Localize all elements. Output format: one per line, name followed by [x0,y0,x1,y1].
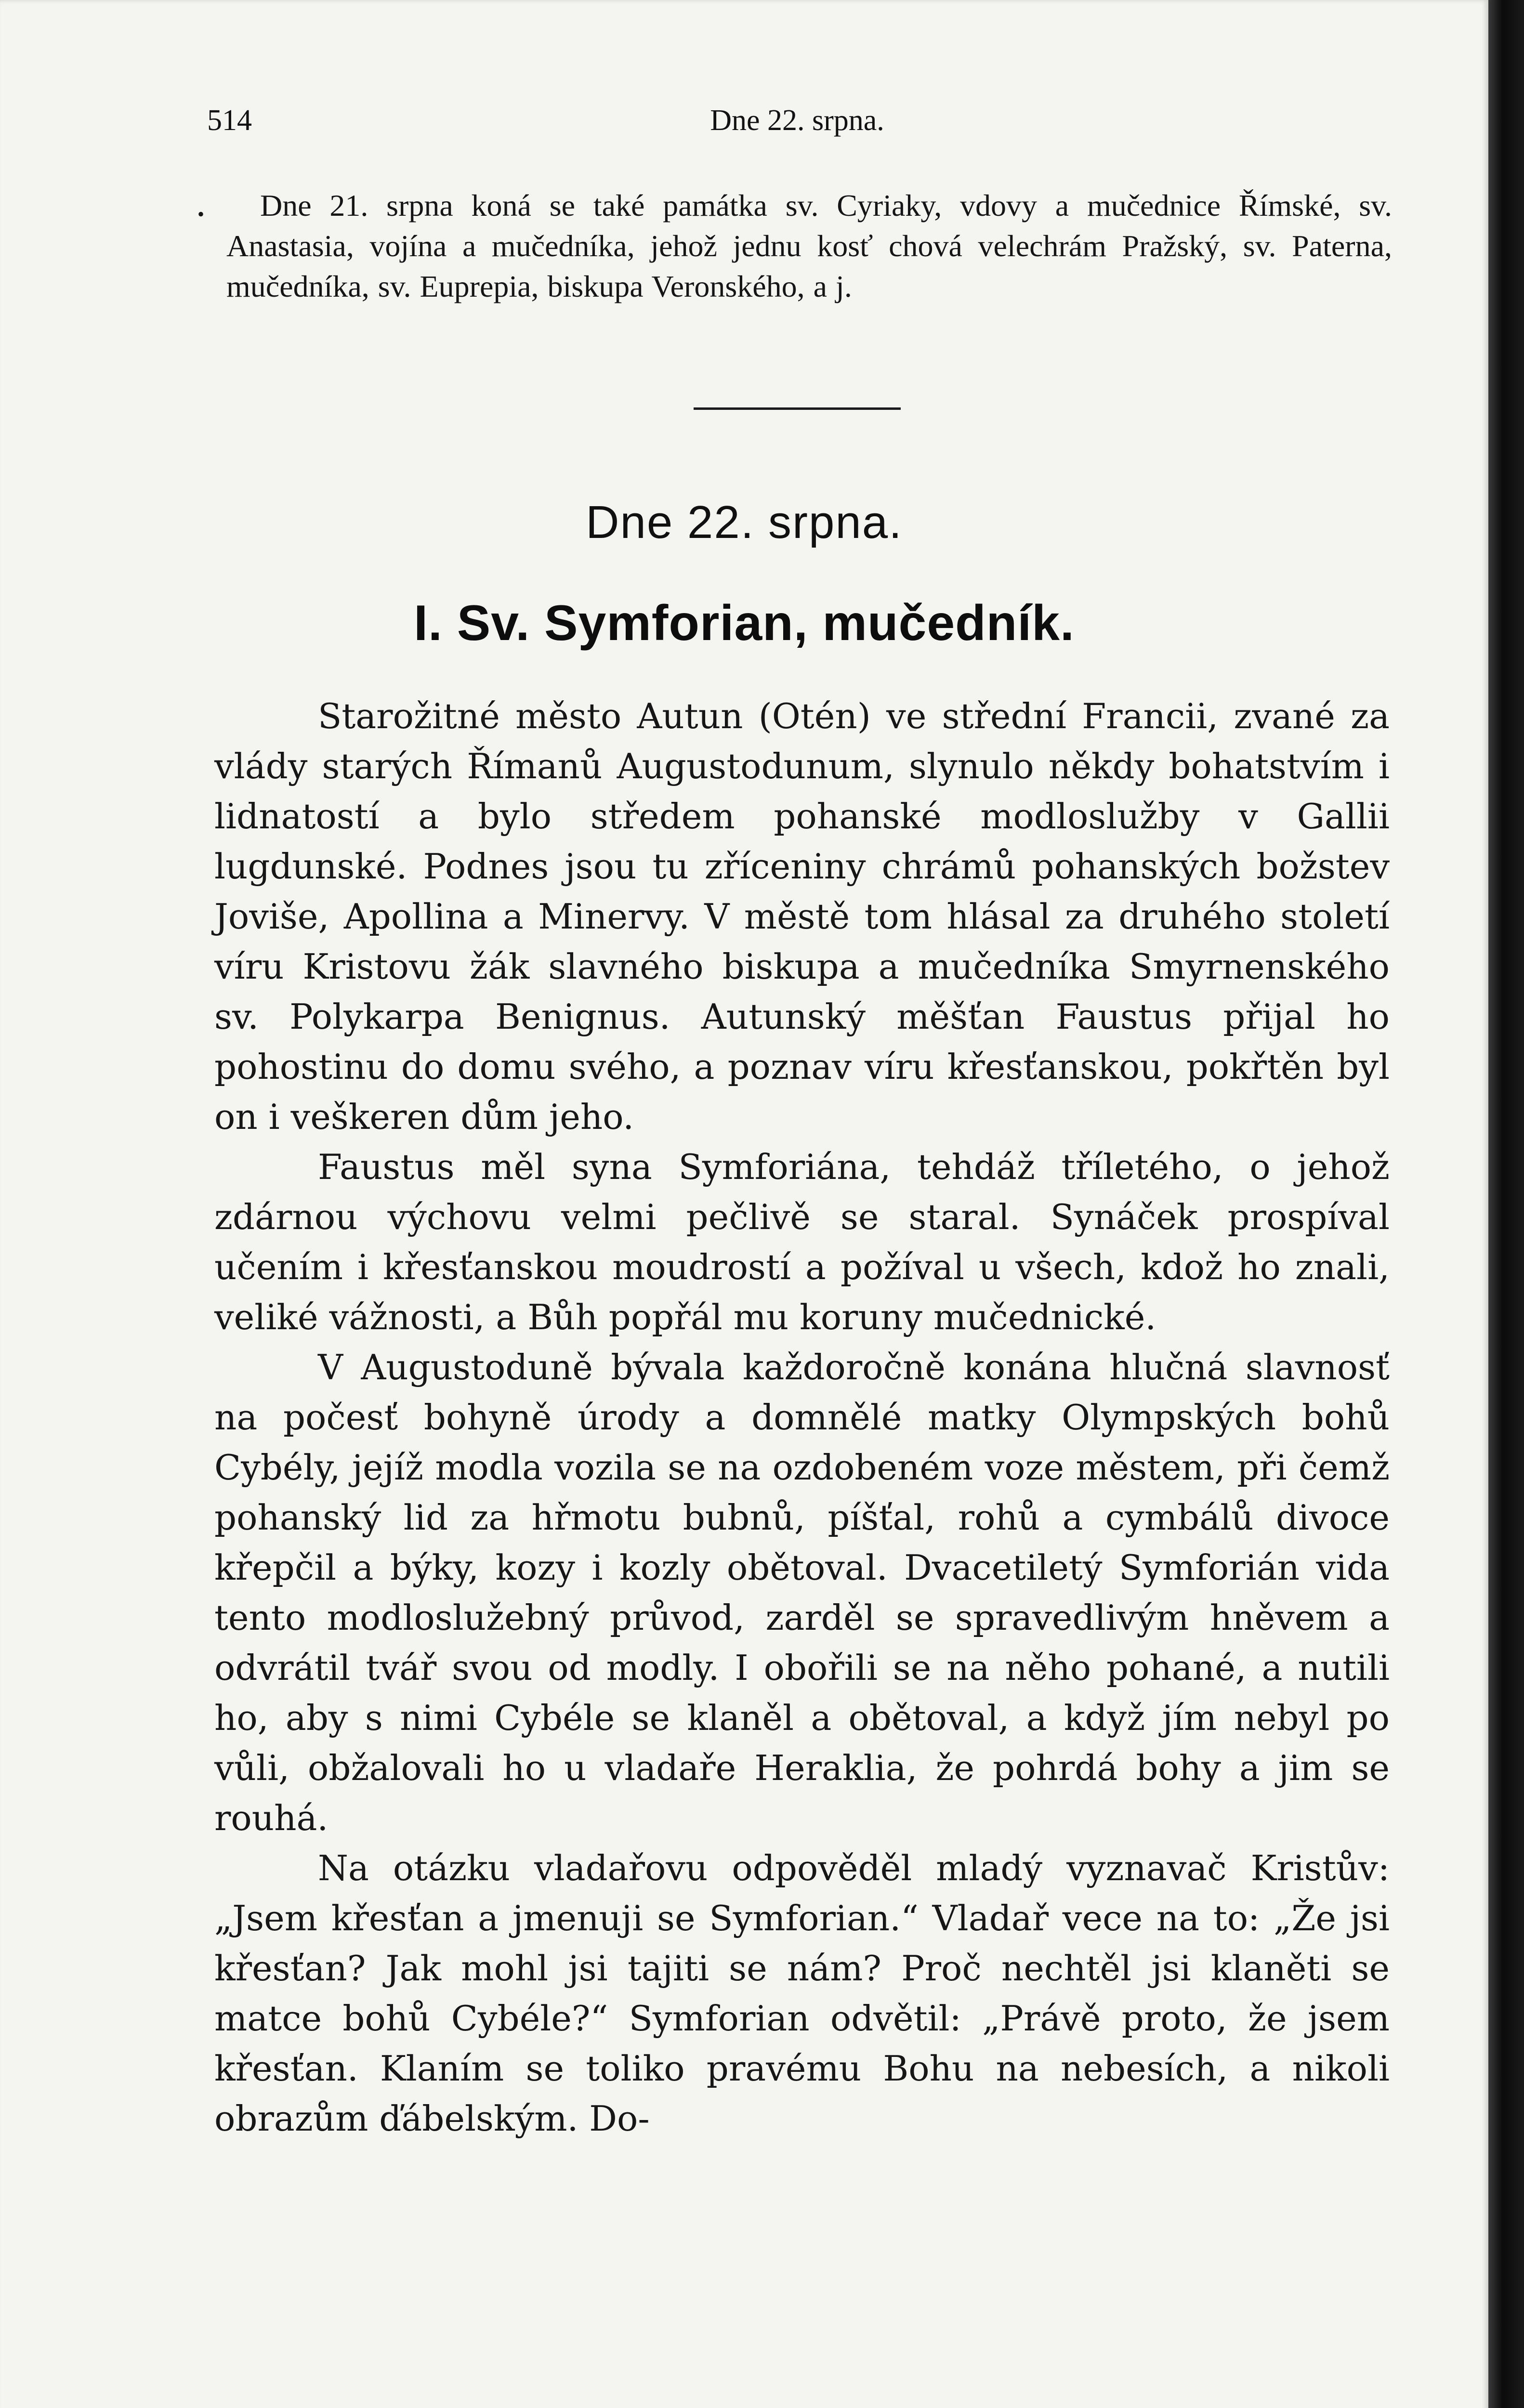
bullet-mark: • [197,203,205,225]
footnote-paragraph [197,185,1392,307]
section-divider [694,407,901,410]
saint-heading: I. Sv. Symforian, mučedník. [414,595,1075,651]
page-edge-shadow [1488,0,1524,2408]
footnote-text: Dne 21. srpna koná se také památka sv. Cyriaky, vdovy a mučednice Římské, sv. Anastasia, vojína a mučedníka, jehož jednu kosť chová velechrám Pražský, sv. Paterna, mučedníka, sv. Euprepia, biskupa Veronského, a j. [226,188,1392,303]
body-text [214,691,1390,2144]
date-heading: Dne 22. srpna. [586,497,903,548]
paragraph: Starožitné město Autun (Otén) ve střední Francii, zvané za vlády starých Římanů Augustodunum, slynulo někdy bohatstvím i lidnatostí a bylo středem pohanské modloslužby v Gallii lugdunské. Podnes jsou tu zříceniny chrámů pohanských božstev Joviše, Apollina a Minervy. V městě tom hlásal za druhého století víru Kristovu žák slavného biskupa a mučedníka Smyrnenského sv. Polykarpa Benignus. Autunský měšťan Faustus přijal ho pohostinu do domu svého, a poznav víru křesťanskou, pokřtěn byl on i veškeren dům jeho. [214,696,1390,1137]
running-title: Dne 22. srpna. [710,104,884,137]
paragraph: Na otázku vladařovu odpověděl mladý vyznavač Kristův: „Jsem křesťan a jmenuji se Symforian.“ Vladař vece na to: „Že jsi křesťan? Jak mohl jsi tajiti se nám? Proč nechtěl jsi klaněti se matce bohů Cybéle?“ Symforian odvětil: „Právě proto, že jsem křesťan. Klaním se toliko pravému Bohu na nebesích, a nikoli obrazům ďábelským. Do- [214,1848,1390,2139]
page-header [207,104,1387,147]
paragraph: Faustus měl syna Symforiána, tehdáž tříletého, o jehož zdárnou výchovu velmi pečlivě se staral. Synáček prospíval učením i křesťanskou moudrostí a požíval u všech, kdož ho znali, veliké vážnosti, a Bůh popřál mu koruny mučednické. [214,1147,1390,1337]
paragraph: V Augustoduně bývala každoročně konána hlučná slavnosť na počesť bohyně úrody a domnělé matky Olympských bohů Cybély, jejíž modla vozila se na ozdobeném voze městem, při čemž pohanský lid za hřmotu bubnů, píšťal, rohů a cymbálů divoce křepčil a býky, kozy i kozly obětoval. Dvacetiletý Symforián vida tento modloslužebný průvod, zarděl se spravedlivým hněvem a odvrátil tvář svou od modly. I obořili se na něho pohané, a nutili ho, aby s nimi Cybéle se klaněl a obětoval, a když jím nebyl po vůli, obžalovali ho u vladaře Heraklia, že pohrdá bohy a jim se rouhá. [214,1347,1390,1838]
page-number: 514 [207,104,252,137]
